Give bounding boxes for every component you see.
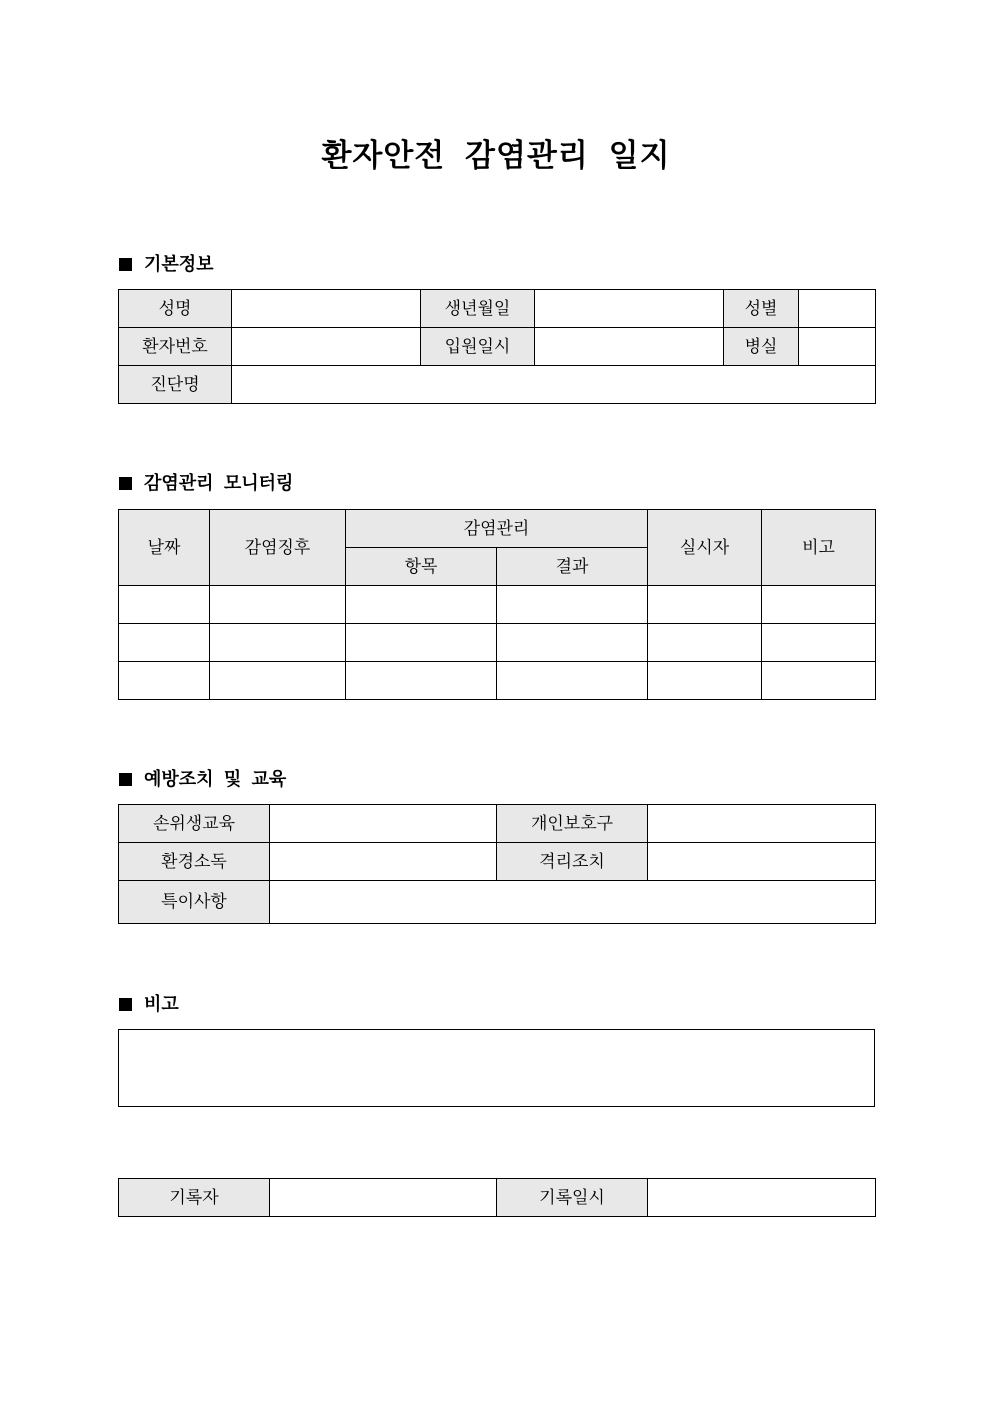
label-admission-date: 입원일시	[421, 328, 535, 366]
section-heading-text: 기본정보	[144, 254, 214, 275]
isolation-field[interactable]	[648, 843, 876, 881]
table-row	[119, 662, 876, 700]
recorder-field[interactable]	[270, 1179, 497, 1217]
header-remarks: 비고	[762, 510, 876, 586]
date-cell[interactable]	[119, 586, 210, 624]
result-cell[interactable]	[497, 624, 648, 662]
label-isolation: 격리조치	[497, 843, 648, 881]
label-record-date: 기록일시	[497, 1179, 648, 1217]
table-row	[119, 624, 876, 662]
result-cell[interactable]	[497, 662, 648, 700]
section-heading-remarks	[119, 993, 179, 1017]
label-ward: 병실	[724, 328, 799, 366]
label-diagnosis: 진단명	[119, 366, 232, 404]
monitoring-table	[118, 509, 876, 700]
ppe-field[interactable]	[648, 805, 876, 843]
remarks-cell[interactable]	[762, 624, 876, 662]
admission-date-field[interactable]	[535, 328, 724, 366]
result-cell[interactable]	[497, 586, 648, 624]
label-disinfection: 환경소독	[119, 843, 270, 881]
header-result: 결과	[497, 548, 648, 586]
remarks-field[interactable]	[119, 1030, 875, 1107]
date-cell[interactable]	[119, 624, 210, 662]
remarks-cell[interactable]	[762, 586, 876, 624]
remarks-cell[interactable]	[762, 662, 876, 700]
section-heading-text: 예방조치 및 교육	[144, 769, 287, 790]
item-cell[interactable]	[346, 662, 497, 700]
birth-date-field[interactable]	[535, 290, 724, 328]
disinfection-field[interactable]	[270, 843, 497, 881]
label-notes: 특이사항	[119, 881, 270, 924]
section-heading-basic-info	[119, 253, 214, 277]
item-cell[interactable]	[346, 586, 497, 624]
diagnosis-field[interactable]	[232, 366, 876, 404]
item-cell[interactable]	[346, 624, 497, 662]
ward-field[interactable]	[799, 328, 876, 366]
symptoms-cell[interactable]	[210, 586, 346, 624]
label-name: 성명	[119, 290, 232, 328]
label-hand-hygiene: 손위생교육	[119, 805, 270, 843]
header-infection-control: 감염관리	[346, 510, 648, 548]
record-table	[118, 1178, 876, 1217]
performer-cell[interactable]	[648, 662, 762, 700]
label-patient-no: 환자번호	[119, 328, 232, 366]
section-heading-monitoring	[119, 472, 293, 496]
header-item: 항목	[346, 548, 497, 586]
symptoms-cell[interactable]	[210, 624, 346, 662]
performer-cell[interactable]	[648, 624, 762, 662]
section-heading-text: 비고	[144, 994, 179, 1015]
header-symptoms: 감염징후	[210, 510, 346, 586]
square-bullet-icon	[119, 477, 132, 490]
remarks-table	[118, 1029, 875, 1107]
square-bullet-icon	[119, 258, 132, 271]
name-field[interactable]	[232, 290, 421, 328]
label-sex: 성별	[724, 290, 799, 328]
basic-info-table	[118, 289, 876, 404]
record-date-field[interactable]	[648, 1179, 876, 1217]
square-bullet-icon	[119, 773, 132, 786]
hand-hygiene-field[interactable]	[270, 805, 497, 843]
header-performer: 실시자	[648, 510, 762, 586]
label-recorder: 기록자	[119, 1179, 270, 1217]
label-ppe: 개인보호구	[497, 805, 648, 843]
label-birth-date: 생년월일	[421, 290, 535, 328]
table-row	[119, 586, 876, 624]
section-heading-prevention	[119, 768, 286, 792]
sex-field[interactable]	[799, 290, 876, 328]
performer-cell[interactable]	[648, 586, 762, 624]
symptoms-cell[interactable]	[210, 662, 346, 700]
section-heading-text: 감염관리 모니터링	[144, 473, 294, 494]
prevention-table	[118, 804, 876, 924]
page-title: 환자안전 감염관리 일지	[321, 138, 671, 174]
notes-field[interactable]	[270, 881, 876, 924]
square-bullet-icon	[119, 998, 132, 1011]
header-date: 날짜	[119, 510, 210, 586]
date-cell[interactable]	[119, 662, 210, 700]
patient-no-field[interactable]	[232, 328, 421, 366]
